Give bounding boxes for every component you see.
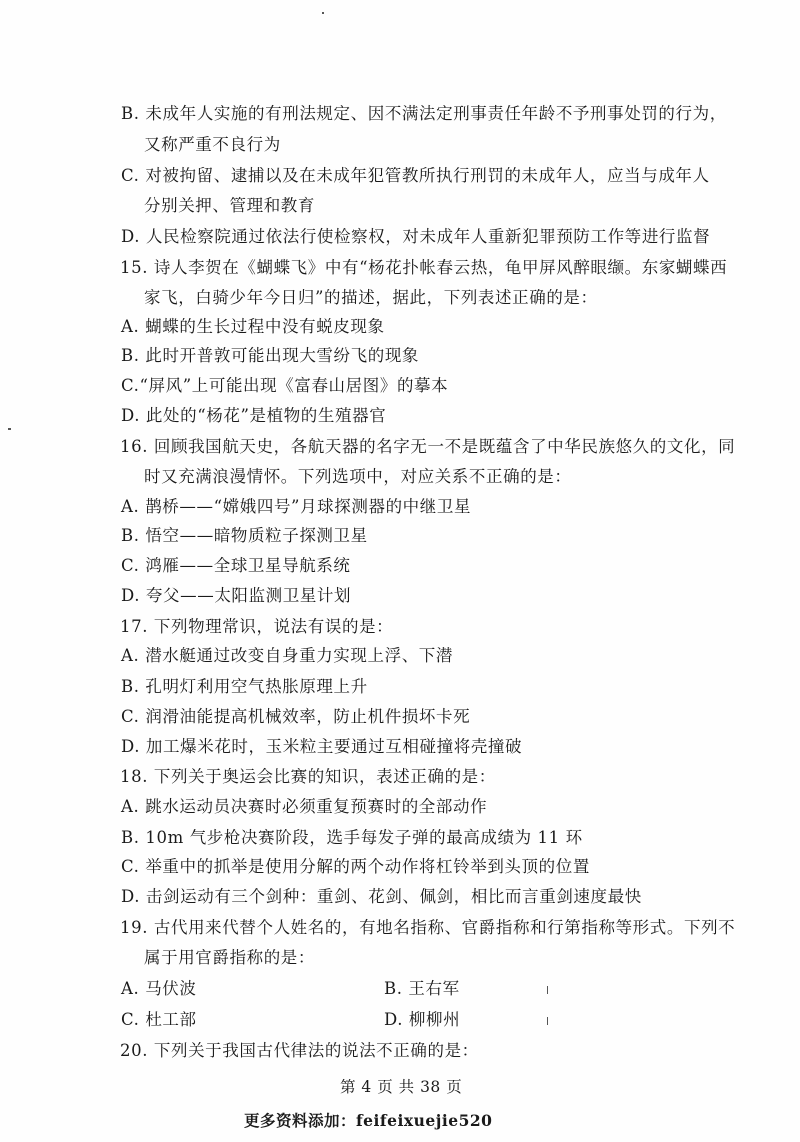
q16-option-c: C. 鸿雁——全球卫星导航系统 xyxy=(121,556,351,575)
scan-speck xyxy=(547,1017,548,1025)
q17-option-a: A. 潜水艇通过改变自身重力实现上浮、下潜 xyxy=(121,646,454,665)
q17-option-c: C. 润滑油能提高机械效率，防止机件损坏卡死 xyxy=(121,707,471,726)
q14-option-c-line1: C. 对被拘留、逮捕以及在未成年犯管教所执行刑罚的未成年人，应当与成年人 xyxy=(121,166,710,185)
q16-option-b: B. 悟空——暗物质粒子探测卫星 xyxy=(121,526,368,545)
q14-option-b-line2: 又称严重不良行为 xyxy=(144,135,281,154)
q16-option-d: D. 夸父——太阳监测卫星计划 xyxy=(121,586,352,605)
scan-speck xyxy=(8,428,11,430)
q16-stem-line2: 时又充满浪漫情怀。下列选项中，对应关系不正确的是： xyxy=(144,467,572,486)
q14-option-c-line2: 分别关押、管理和教育 xyxy=(144,196,315,215)
q16-option-a: A. 鹊桥——“嫦娥四号”月球探测器的中继卫星 xyxy=(121,497,472,516)
q19-option-b: B. 王右军 xyxy=(384,979,460,998)
q15-option-b: B. 此时开普敦可能出现大雪纷飞的现象 xyxy=(121,346,420,365)
q16-stem-line1: 16. 回顾我国航天史，各航天器的名字无一不是既蕴含了中华民族悠久的文化，同 xyxy=(120,437,736,456)
q19-option-d: D. 柳柳州 xyxy=(384,1010,461,1029)
q17-option-d: D. 加工爆米花时，玉米粒主要通过互相碰撞将壳撞破 xyxy=(121,737,523,756)
q20-stem: 20. 下列关于我国古代律法的说法不正确的是： xyxy=(120,1041,479,1060)
q14-option-d: D. 人民检察院通过依法行使检察权，对未成年人重新犯罪预防工作等进行监督 xyxy=(121,227,711,246)
q18-stem: 18. 下列关于奥运会比赛的知识，表述正确的是： xyxy=(120,767,496,786)
q17-stem: 17. 下列物理常识，说法有误的是： xyxy=(120,617,394,636)
contact-footer: 更多资料添加：feifeixuejie520 xyxy=(244,1111,493,1130)
q15-stem-line2: 家飞，白骑少年今日归”的描述，据此，下列表述正确的是： xyxy=(144,288,598,307)
q15-stem-line1: 15. 诗人李贺在《蝴蝶飞》中有“杨花扑帐春云热，龟甲屏风醉眼缬。东家蝴蝶西 xyxy=(120,258,728,277)
q15-option-c: C.“屏风”上可能出现《富春山居图》的摹本 xyxy=(121,376,449,395)
q19-option-a: A. 马伏波 xyxy=(121,979,197,998)
scan-speck xyxy=(322,12,324,14)
q18-option-c: C. 举重中的抓举是使用分解的两个动作将杠铃举到头顶的位置 xyxy=(121,857,590,876)
q17-option-b: B. 孔明灯利用空气热胀原理上升 xyxy=(121,677,368,696)
q15-option-a: A. 蝴蝶的生长过程中没有蜕皮现象 xyxy=(121,317,385,336)
q14-option-b-line1: B. 未成年人实施的有刑法规定、因不满法定刑事责任年龄不予刑事处罚的行为， xyxy=(121,104,727,123)
q18-option-a: A. 跳水运动员决赛时必须重复预赛时的全部动作 xyxy=(121,797,488,816)
q18-option-b: B. 10m 气步枪决赛阶段，选手每发子弹的最高成绩为 11 环 xyxy=(121,828,583,847)
q18-option-d: D. 击剑运动有三个剑种：重剑、花剑、佩剑，相比而言重剑速度最快 xyxy=(121,887,642,906)
page-number: 第 4 页 共 38 页 xyxy=(340,1078,463,1096)
q19-option-c: C. 杜工部 xyxy=(121,1010,197,1029)
scan-speck xyxy=(547,986,548,994)
q19-stem-line2: 属于用官爵指称的是： xyxy=(144,948,315,967)
q15-option-d: D. 此处的“杨花”是植物的生殖器官 xyxy=(121,406,387,425)
q19-stem-line1: 19. 古代用来代替个人姓名的，有地名指称、官爵指称和行第指称等形式。下列不 xyxy=(120,918,736,937)
